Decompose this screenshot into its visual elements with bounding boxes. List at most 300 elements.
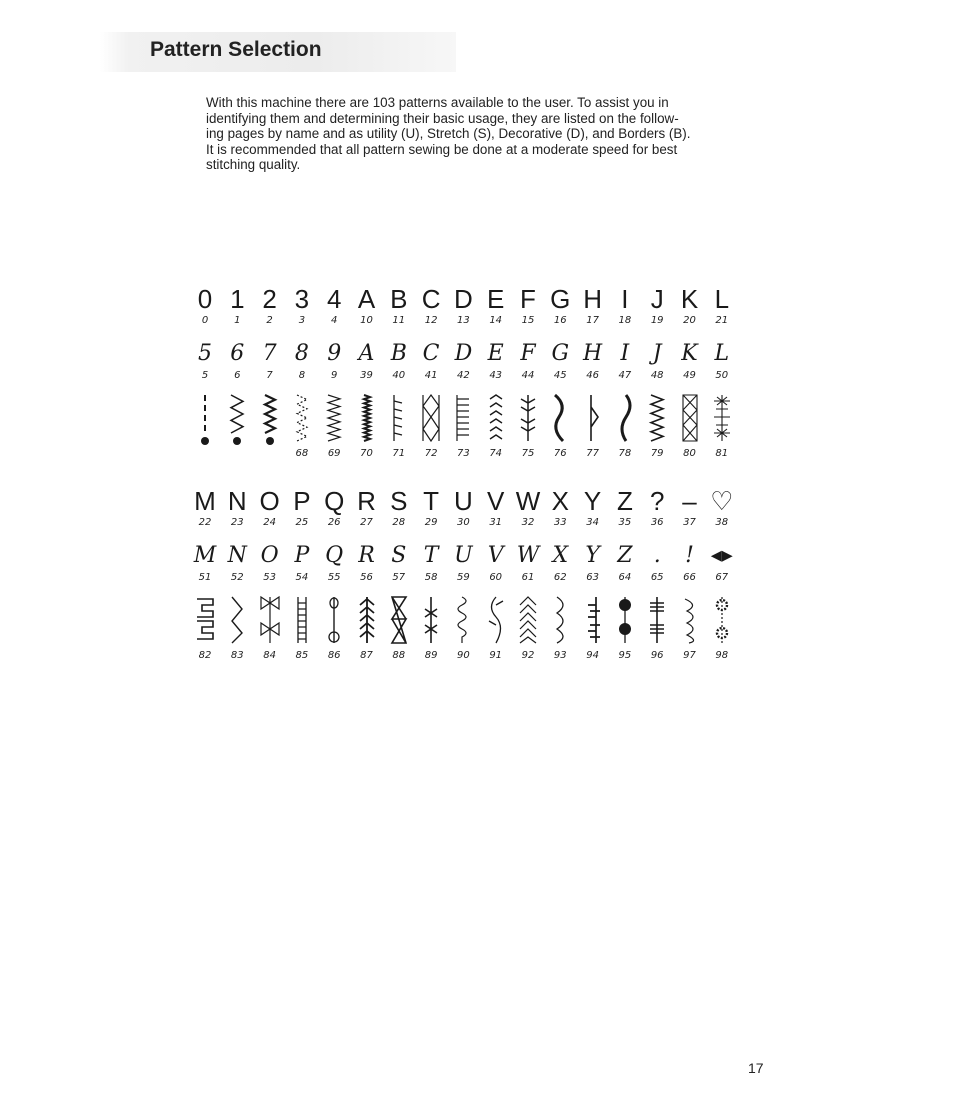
pattern-glyph: K <box>680 284 699 314</box>
pattern-glyph: . <box>653 543 661 568</box>
pattern-number: 13 <box>457 315 470 326</box>
pattern-cell[interactable] <box>317 283 351 327</box>
pattern-glyph: D <box>454 341 473 366</box>
pattern-cell[interactable] <box>576 485 610 529</box>
pattern-glyph: X <box>552 543 569 568</box>
pattern-cell[interactable] <box>673 283 707 327</box>
pattern-number: 17 <box>586 315 599 326</box>
intro-line: ing pages by name and as utility (U), Stretch (S), Decorative (D), and Borders (B). <box>206 126 691 142</box>
pattern-number: 78 <box>618 448 632 459</box>
fern-stitch-icon <box>640 595 674 647</box>
pattern-cell[interactable] <box>511 338 545 382</box>
pattern-number: 47 <box>618 370 632 381</box>
pattern-number: 72 <box>424 448 438 459</box>
pattern-cell[interactable] <box>705 595 739 662</box>
pattern-number: 90 <box>457 650 470 661</box>
pattern-cell[interactable] <box>188 283 222 327</box>
wave-stitch-icon <box>543 393 577 445</box>
pattern-glyph: J <box>652 341 662 366</box>
pattern-glyph: 9 <box>327 341 342 366</box>
pattern-cell[interactable] <box>446 485 480 529</box>
pattern-cell[interactable] <box>543 393 577 460</box>
pattern-cell[interactable] <box>640 283 674 327</box>
pattern-cell[interactable] <box>382 485 416 529</box>
feather-stitch-icon <box>511 393 545 445</box>
pattern-glyph: – <box>682 486 697 516</box>
pattern-glyph: Q <box>325 543 344 568</box>
pattern-cell[interactable] <box>576 283 610 327</box>
pattern-number: 48 <box>650 370 664 381</box>
bead-stitch-icon <box>317 595 351 647</box>
pattern-cell[interactable] <box>188 485 222 529</box>
pattern-glyph: W <box>516 543 540 568</box>
pattern-cell[interactable] <box>608 485 642 529</box>
pattern-cell[interactable] <box>253 485 287 529</box>
pattern-cell[interactable] <box>317 485 351 529</box>
butterfly-stitch-icon <box>253 595 287 647</box>
pattern-number: 42 <box>457 370 470 381</box>
pattern-cell[interactable] <box>511 283 545 327</box>
pattern-number: 79 <box>650 448 664 459</box>
pattern-number: 4 <box>331 315 338 326</box>
flower-stitch-icon <box>705 595 739 647</box>
pattern-glyph: E <box>487 341 504 366</box>
pattern-glyph: C <box>422 341 440 366</box>
pattern-glyph: V <box>487 486 505 516</box>
pattern-cell[interactable] <box>414 540 448 584</box>
pattern-glyph: O <box>260 543 279 568</box>
pattern-cell[interactable] <box>608 540 642 584</box>
pattern-row-script-letters-a-l <box>188 338 758 393</box>
pattern-number: 52 <box>230 572 244 583</box>
pattern-glyph: B <box>390 341 407 366</box>
pattern-number: 0 <box>201 315 209 326</box>
pattern-glyph: R <box>357 486 376 516</box>
pattern-glyph: 8 <box>294 341 309 366</box>
pattern-glyph: X <box>551 486 569 516</box>
pattern-cell[interactable] <box>350 540 384 584</box>
pattern-cell[interactable] <box>317 540 351 584</box>
page-title: Pattern Selection <box>150 38 322 61</box>
pattern-number: 27 <box>360 517 373 528</box>
pattern-glyph: 1 <box>230 284 245 314</box>
pattern-number: 51 <box>198 572 212 583</box>
pattern-number: 65 <box>650 572 664 583</box>
pattern-number: 84 <box>263 650 276 661</box>
pattern-cell[interactable] <box>317 595 351 662</box>
pattern-glyph: N <box>227 486 247 516</box>
pattern-cell[interactable] <box>479 485 513 529</box>
pattern-number: 95 <box>618 650 632 661</box>
star-ladder-stitch-icon <box>705 393 739 445</box>
pattern-number: 14 <box>489 315 503 326</box>
pattern-number: 43 <box>489 370 503 381</box>
pattern-cell[interactable] <box>543 485 577 529</box>
pattern-number: 31 <box>489 517 503 528</box>
pattern-glyph: J <box>650 284 664 314</box>
pattern-glyph: L <box>714 284 730 314</box>
pattern-cell[interactable] <box>640 540 674 584</box>
pattern-cell[interactable] <box>608 393 642 460</box>
pattern-glyph: U <box>454 543 473 568</box>
pattern-number: 12 <box>424 315 438 326</box>
pattern-cell[interactable] <box>511 485 545 529</box>
pattern-cell[interactable] <box>285 540 319 584</box>
pattern-glyph: 7 <box>262 341 277 366</box>
pattern-glyph: 0 <box>197 284 213 314</box>
pattern-cell[interactable] <box>511 540 545 584</box>
pattern-cell[interactable] <box>317 393 351 460</box>
pattern-number: 91 <box>489 650 503 661</box>
pattern-number: 36 <box>650 517 664 528</box>
pattern-number: 5 <box>201 370 209 381</box>
pattern-cell[interactable] <box>285 595 319 662</box>
pattern-number: 28 <box>392 517 406 528</box>
pattern-cell[interactable] <box>253 595 287 662</box>
pattern-number: 49 <box>683 370 696 381</box>
ladder-stitch-icon <box>446 393 480 445</box>
pattern-number: 62 <box>553 572 567 583</box>
pattern-cell[interactable] <box>576 338 610 382</box>
pattern-number: 87 <box>360 650 373 661</box>
pattern-cell[interactable] <box>446 540 480 584</box>
pattern-row-stitches-lower <box>188 595 758 680</box>
pattern-row-block-letters-a-l <box>188 283 758 338</box>
serpentine-stitch-icon <box>285 393 319 445</box>
leaf-vine-stitch-icon <box>479 595 513 647</box>
pattern-cell[interactable] <box>350 393 384 460</box>
pattern-cell[interactable] <box>673 595 707 662</box>
pattern-number: 86 <box>327 650 341 661</box>
pattern-glyph: 4 <box>326 284 342 314</box>
pattern-cell[interactable] <box>220 338 254 382</box>
pattern-cell[interactable] <box>673 485 707 529</box>
pattern-glyph: 5 <box>198 341 212 366</box>
pattern-cell[interactable] <box>479 393 513 460</box>
pattern-cell[interactable] <box>543 595 577 662</box>
pattern-glyph: H <box>583 341 603 366</box>
pattern-cell[interactable] <box>640 338 674 382</box>
pattern-number: 92 <box>521 650 535 661</box>
pattern-cell[interactable] <box>317 338 351 382</box>
pattern-cell[interactable] <box>705 540 739 584</box>
pattern-cell[interactable] <box>608 283 642 327</box>
pattern-cell[interactable] <box>511 393 545 460</box>
pattern-number: 23 <box>230 517 244 528</box>
pattern-grid-lower <box>188 485 758 680</box>
pattern-glyph: 6 <box>230 341 245 366</box>
pattern-cell[interactable] <box>479 540 513 584</box>
pattern-number: 18 <box>618 315 632 326</box>
pattern-number: 82 <box>198 650 212 661</box>
pattern-cell[interactable] <box>414 485 448 529</box>
pattern-number: 96 <box>650 650 664 661</box>
pattern-glyph: S <box>391 543 407 568</box>
pattern-number: 68 <box>295 448 309 459</box>
pattern-grid-upper <box>188 283 758 478</box>
pattern-cell[interactable] <box>479 338 513 382</box>
zigzag-stitch-icon <box>220 393 254 445</box>
pattern-cell[interactable] <box>414 283 448 327</box>
pattern-cell[interactable] <box>188 595 222 662</box>
pattern-number: 29 <box>424 517 438 528</box>
arrowhead-stitch-icon <box>479 393 513 445</box>
blanket-stitch-icon <box>382 393 416 445</box>
wave-border-stitch-icon <box>220 595 254 647</box>
pattern-cell[interactable] <box>220 283 254 327</box>
pattern-cell[interactable] <box>382 338 416 382</box>
pattern-cell[interactable] <box>220 540 254 584</box>
pattern-cell[interactable] <box>188 393 222 448</box>
pattern-glyph: L <box>714 341 730 366</box>
crescent-stitch-icon <box>608 393 642 445</box>
pattern-glyph: P <box>294 543 310 568</box>
pattern-number: 32 <box>521 517 535 528</box>
intro-line: With this machine there are 103 patterns available to the user. To assist you in <box>206 95 669 110</box>
pattern-cell[interactable] <box>382 540 416 584</box>
pattern-number: 7 <box>266 370 273 381</box>
loop-chain-stitch-icon <box>673 595 707 647</box>
pattern-number: 69 <box>327 448 341 459</box>
triple-zigzag-stitch-icon <box>253 393 287 445</box>
pattern-number: 74 <box>489 448 503 459</box>
pattern-row-block-letters-m-z <box>188 485 758 540</box>
pattern-glyph: 2 <box>262 284 277 314</box>
pattern-glyph: T <box>423 543 439 568</box>
pattern-glyph: G <box>551 341 570 366</box>
pattern-glyph: W <box>515 486 541 516</box>
pattern-number: 45 <box>553 370 567 381</box>
pattern-glyph: P <box>293 486 311 516</box>
pattern-glyph: U <box>454 486 473 516</box>
pattern-cell[interactable] <box>446 393 480 460</box>
pattern-cell[interactable] <box>705 338 739 382</box>
pattern-glyph: I <box>621 284 629 314</box>
pattern-cell[interactable] <box>220 485 254 529</box>
pattern-cell[interactable] <box>414 595 448 662</box>
pattern-number: 26 <box>327 517 341 528</box>
pattern-cell[interactable] <box>576 393 610 460</box>
zigzag-column-stitch-icon <box>640 393 674 445</box>
pattern-cell[interactable] <box>479 283 513 327</box>
pattern-cell[interactable] <box>350 485 384 529</box>
pattern-cell[interactable] <box>576 540 610 584</box>
straight-dotted-stitch-icon <box>188 393 222 445</box>
pattern-glyph: N <box>227 543 247 568</box>
pattern-number: 8 <box>298 370 306 381</box>
pattern-cell[interactable] <box>382 393 416 460</box>
pattern-cell[interactable] <box>543 283 577 327</box>
pattern-glyph: ♡ <box>710 486 734 516</box>
pattern-cell[interactable] <box>543 338 577 382</box>
pattern-cell[interactable] <box>382 283 416 327</box>
pattern-glyph: ! <box>685 543 694 568</box>
pattern-cell[interactable] <box>414 393 448 460</box>
pattern-number: 64 <box>618 572 632 583</box>
pattern-number: 83 <box>230 650 244 661</box>
pattern-cell[interactable] <box>253 283 287 327</box>
pattern-cell[interactable] <box>285 393 319 460</box>
pattern-cell[interactable] <box>446 338 480 382</box>
intro-paragraph <box>206 95 754 173</box>
pattern-number: 94 <box>586 650 599 661</box>
pattern-row-stitches-upper <box>188 393 758 478</box>
pattern-cell[interactable] <box>253 393 287 448</box>
dot-column-stitch-icon <box>608 595 642 647</box>
pattern-number: 10 <box>360 315 373 326</box>
pattern-glyph: A <box>357 284 376 314</box>
pattern-glyph: V <box>487 543 504 568</box>
pattern-number: 34 <box>586 517 599 528</box>
pattern-number: 15 <box>521 315 535 326</box>
tree-border-stitch-icon <box>576 595 610 647</box>
pattern-number: 9 <box>331 370 338 381</box>
pattern-cell[interactable] <box>285 283 319 327</box>
pattern-cell[interactable] <box>188 338 222 382</box>
pattern-number: 25 <box>295 517 309 528</box>
pattern-number: 46 <box>586 370 599 381</box>
pattern-number: 67 <box>715 572 729 583</box>
pattern-glyph: K <box>681 341 698 366</box>
satin-column-stitch-icon <box>350 393 384 445</box>
pattern-cell[interactable] <box>253 338 287 382</box>
pattern-number: 3 <box>298 315 306 326</box>
pattern-number: 61 <box>521 572 535 583</box>
pattern-cell[interactable] <box>285 338 319 382</box>
pattern-glyph: A <box>358 341 375 366</box>
pattern-number: 58 <box>424 572 438 583</box>
pattern-number: 56 <box>360 572 373 583</box>
pattern-glyph: F <box>520 341 536 366</box>
double-diamond-stitch-icon <box>414 393 448 445</box>
pattern-cell[interactable] <box>705 485 739 529</box>
pattern-cell[interactable] <box>640 485 674 529</box>
pattern-number: 77 <box>586 448 599 459</box>
pattern-number: 40 <box>392 370 406 381</box>
pattern-cell[interactable] <box>253 540 287 584</box>
pattern-number: 39 <box>360 370 373 381</box>
pattern-glyph: Z <box>617 543 633 568</box>
pattern-glyph: B <box>390 284 408 314</box>
wiggle-stitch-icon <box>446 595 480 647</box>
pattern-cell[interactable] <box>673 338 707 382</box>
intro-line: stitching quality. <box>206 157 301 173</box>
pattern-cell[interactable] <box>350 283 384 327</box>
pattern-cell[interactable] <box>446 595 480 662</box>
pattern-cell[interactable] <box>543 540 577 584</box>
pattern-number: 98 <box>715 650 729 661</box>
pattern-number: 16 <box>553 315 567 326</box>
pattern-number: 21 <box>715 315 729 326</box>
pattern-number: 38 <box>715 517 729 528</box>
chevron-stack-stitch-icon <box>511 595 545 647</box>
pattern-number: 59 <box>457 572 470 583</box>
pattern-number: 33 <box>553 517 567 528</box>
pattern-cell[interactable] <box>350 338 384 382</box>
pattern-cell[interactable] <box>640 393 674 460</box>
pattern-glyph: ? <box>649 486 665 516</box>
pattern-number: 71 <box>392 448 406 459</box>
pattern-cell[interactable] <box>220 393 254 448</box>
greek-key-stitch-icon <box>188 595 222 647</box>
pattern-number: 70 <box>360 448 373 459</box>
pattern-cell[interactable] <box>382 595 416 662</box>
box-x-stitch-icon <box>673 393 707 445</box>
pattern-number: 54 <box>295 572 309 583</box>
pattern-number: 93 <box>553 650 567 661</box>
pattern-number: 22 <box>198 517 212 528</box>
pattern-number: 44 <box>521 370 535 381</box>
pattern-number: 81 <box>715 448 729 459</box>
pattern-cell[interactable] <box>220 595 254 662</box>
pattern-cell[interactable] <box>640 595 674 662</box>
pattern-number: 63 <box>586 572 599 583</box>
pattern-cell[interactable] <box>511 595 545 662</box>
pattern-number: 2 <box>266 315 273 326</box>
pattern-glyph: F <box>520 284 536 314</box>
pattern-cell[interactable] <box>414 338 448 382</box>
pattern-glyph: Q <box>324 486 345 516</box>
pattern-glyph: D <box>454 284 473 314</box>
ladder-chain-stitch-icon <box>285 595 319 647</box>
pattern-number: 35 <box>618 517 632 528</box>
pattern-number: 53 <box>263 572 276 583</box>
pattern-glyph: C <box>421 284 441 314</box>
pattern-number: 57 <box>392 572 406 583</box>
pattern-cell[interactable] <box>479 595 513 662</box>
pattern-cell[interactable] <box>188 540 222 584</box>
pattern-number: 73 <box>457 448 470 459</box>
pattern-cell[interactable] <box>705 393 739 460</box>
pattern-glyph: G <box>550 284 571 314</box>
pattern-glyph: Y <box>585 543 600 568</box>
intro-line: identifying them and determining their basic usage, they are listed on the follow- <box>206 110 679 126</box>
pattern-cell[interactable] <box>350 595 384 662</box>
pattern-cell[interactable] <box>446 283 480 327</box>
pattern-number: 80 <box>683 448 696 459</box>
pattern-cell[interactable] <box>673 540 707 584</box>
pattern-cell[interactable] <box>285 485 319 529</box>
pattern-number: 89 <box>424 650 438 661</box>
pattern-cell[interactable] <box>608 338 642 382</box>
pattern-glyph: I <box>620 341 630 366</box>
hourglass-stitch-icon <box>382 595 416 647</box>
pattern-number: 75 <box>521 448 535 459</box>
page-number: 17 <box>748 1060 764 1076</box>
pattern-number: 85 <box>295 650 309 661</box>
pattern-number: 76 <box>553 448 567 459</box>
cross-stitch-icon <box>414 595 448 647</box>
bump-stitch-icon <box>576 393 610 445</box>
pattern-number: 24 <box>263 517 276 528</box>
pattern-glyph: E <box>487 284 505 314</box>
pattern-cell[interactable] <box>608 595 642 662</box>
ric-rac-stitch-icon <box>317 393 351 445</box>
pattern-glyph: Y <box>583 486 602 516</box>
pattern-glyph: R <box>358 543 375 568</box>
pattern-number: 11 <box>392 315 406 326</box>
pattern-number: 19 <box>650 315 664 326</box>
pattern-glyph: O <box>259 486 280 516</box>
tree-stitch-icon <box>350 595 384 647</box>
pattern-glyph: ◂▸ <box>710 543 733 568</box>
pattern-glyph: Z <box>616 486 633 516</box>
pattern-number: 60 <box>489 572 503 583</box>
pattern-glyph: T <box>423 486 440 516</box>
pattern-cell[interactable] <box>673 393 707 460</box>
pattern-cell[interactable] <box>705 283 739 327</box>
pattern-cell[interactable] <box>576 595 610 662</box>
